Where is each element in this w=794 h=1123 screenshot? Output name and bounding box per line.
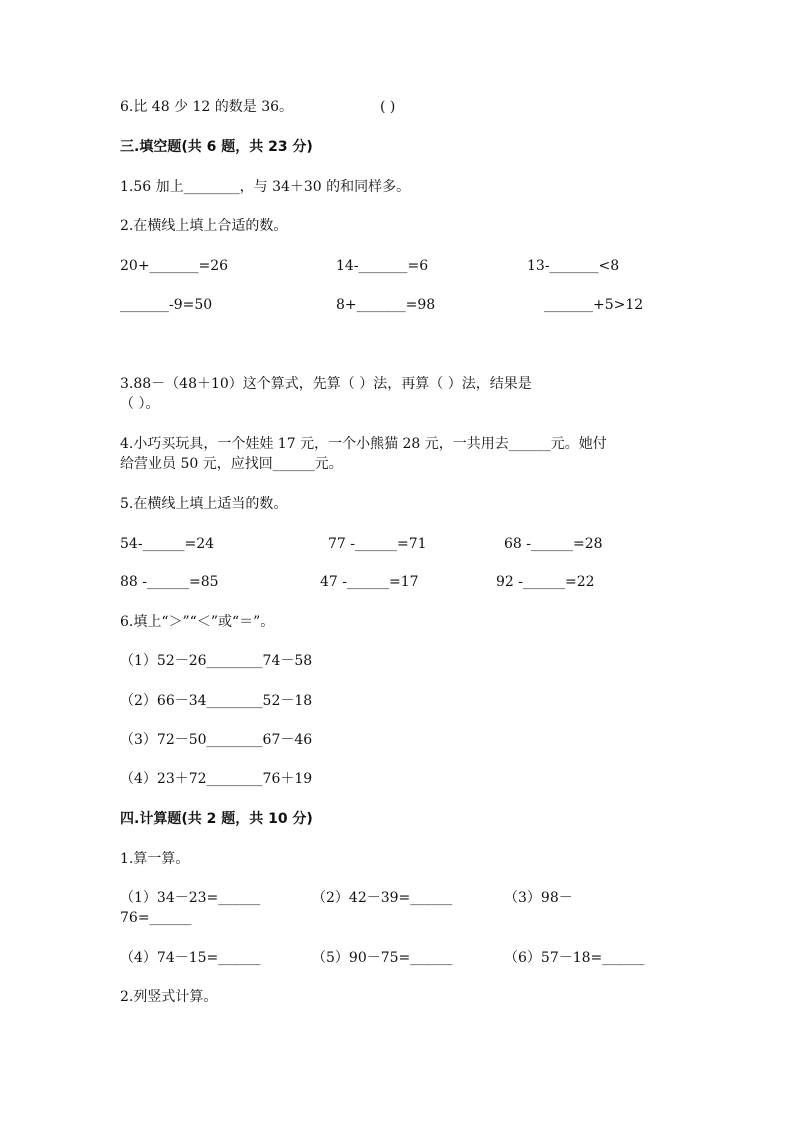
calc-item-cont: 76=______	[120, 910, 192, 926]
fill-question-6: 6.填上“＞”“＜”或“＝”。	[120, 614, 275, 630]
fill-question-4-cont: 给营业员 50 元，应找回______元。	[120, 456, 343, 472]
equation-blank: 54-______=24	[120, 536, 215, 552]
equation-blank: 8+_______=98	[336, 297, 436, 313]
comparison-item: （2）66－34________52－18	[120, 693, 313, 709]
equation-blank: 14-_______=6	[336, 258, 429, 274]
calc-item: （3）98－	[504, 890, 573, 906]
question-tf-6: 6.比 48 少 12 的数是 36。	[120, 99, 294, 115]
section-4-title: 四.计算题(共 2 题，共 10 分)	[120, 811, 313, 827]
calc-question-1: 1.算一算。	[120, 851, 190, 867]
fill-question-5: 5.在横线上填上适当的数。	[120, 496, 288, 512]
section-3-title: 三.填空题(共 6 题，共 23 分)	[120, 139, 313, 155]
calc-item: （5）90－75=______	[312, 950, 453, 966]
equation-blank: 13-_______<8	[527, 258, 620, 274]
fill-question-3-cont: （ ）。	[120, 396, 160, 412]
fill-question-3: 3.88－（48＋10）这个算式，先算（ ）法，再算（ ）法，结果是	[120, 376, 532, 392]
fill-question-4: 4.小巧买玩具，一个娃娃 17 元，一个小熊猫 28 元，一共用去______元。她付	[120, 436, 607, 452]
fill-question-2: 2.在横线上填上合适的数。	[120, 218, 288, 234]
equation-blank: 88 -______=85	[120, 574, 219, 590]
calc-question-2: 2.列竖式计算。	[120, 989, 218, 1005]
equation-blank: 92 -______=22	[496, 574, 595, 590]
equation-blank: 68 -______=28	[504, 536, 603, 552]
equation-blank: _______-9=50	[120, 297, 213, 313]
calc-item: （4）74－15=______	[120, 950, 261, 966]
comparison-item: （1）52－26________74－58	[120, 653, 313, 669]
equation-blank: 77 -______=71	[328, 536, 427, 552]
equation-blank: 20+_______=26	[120, 258, 229, 274]
calc-item: （1）34－23=______	[120, 890, 261, 906]
calc-item: （6）57－18=______	[504, 950, 645, 966]
comparison-item: （3）72－50________67－46	[120, 732, 313, 748]
equation-blank: _______+5>12	[544, 297, 644, 313]
calc-item: （2）42－39=______	[312, 890, 453, 906]
equation-blank: 47 -______=17	[320, 574, 419, 590]
fill-question-1: 1.56 加上________，与 34＋30 的和同样多。	[120, 179, 411, 195]
comparison-item: （4）23＋72________76＋19	[120, 771, 313, 787]
answer-parens: ( )	[380, 99, 396, 115]
